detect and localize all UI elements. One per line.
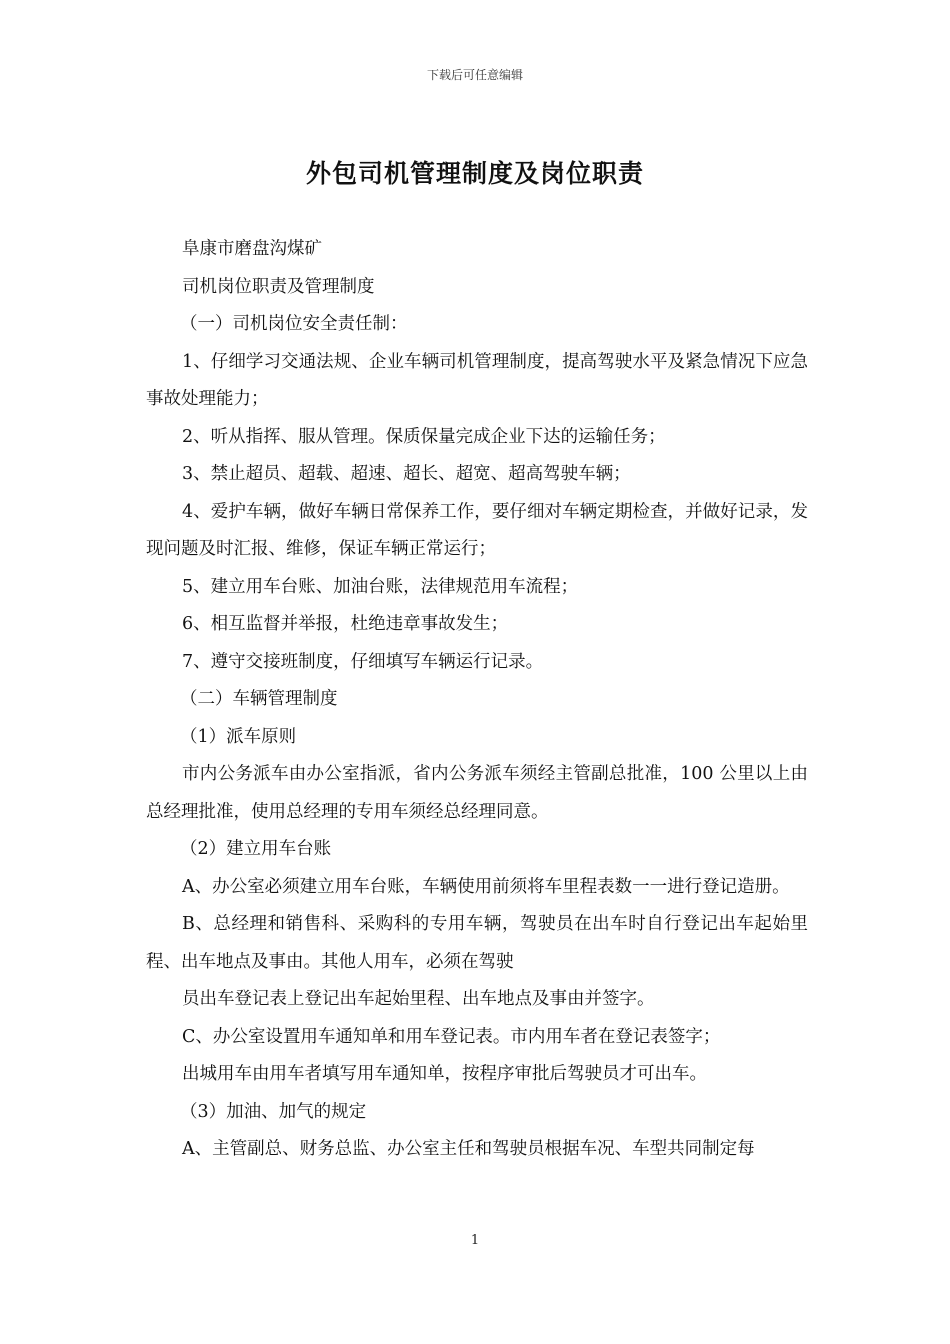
paragraph-ledger-c-cont: 出城用车由用车者填写用车通知单，按程序审批后驾驶员才可出车。 bbox=[182, 1064, 707, 1084]
list-item-7: 7、遵守交接班制度，仔细填写车辆运行记录。 bbox=[182, 651, 544, 672]
paragraph-ledger-b-cont: 员出车登记表上登记出车起始里程、出车地点及事由并签字。 bbox=[182, 989, 655, 1009]
page-number: 1 bbox=[470, 1233, 480, 1248]
list-item-3: 3、禁止超员、超载、超速、超长、超宽、超高驾驶车辆； bbox=[182, 464, 631, 484]
list-item-1: 1、仔细学习交通法规、企业车辆司机管理制度，提高驾驶水平及紧急情况下应急事故处理能力； bbox=[146, 351, 808, 409]
paragraph-ledger-a: A、办公室必须建立用车台账，车辆使用前须将车里程表数一一进行登记造册。 bbox=[182, 876, 790, 897]
heading-vehicle-management: （二）车辆管理制度 bbox=[180, 689, 338, 709]
page-header: 下载后可任意编辑 bbox=[426, 68, 523, 82]
list-item-6: 6、相互监督并举报，杜绝违章事故发生； bbox=[182, 614, 509, 634]
list-item-2: 2、听从指挥、服从管理。保质保量完成企业下达的运输任务； bbox=[182, 426, 666, 447]
document-title: 外包司机管理制度及岗位职责 bbox=[305, 159, 644, 188]
paragraph-section-heading: 司机岗位职责及管理制度 bbox=[182, 276, 375, 297]
list-item-4: 4、爱护车辆，做好车辆日常保养工作，要仔细对车辆定期检查，并做好记录，发现问题及时汇报、维修，保证车辆正常运行； bbox=[146, 501, 808, 559]
paragraph-company-name: 阜康市磨盘沟煤矿 bbox=[182, 239, 322, 259]
subheading-ledger: （2）建立用车台账 bbox=[180, 839, 332, 859]
subheading-dispatch-principle: （1）派车原则 bbox=[180, 726, 297, 747]
paragraph-ledger-b: B、总经理和销售科、采购科的专用车辆，驾驶员在出车时自行登记出车起始里程、出车地点及事由。其他人用车，必须在驾驶 bbox=[146, 914, 808, 972]
heading-safety-responsibility: （一）司机岗位安全责任制： bbox=[180, 314, 408, 334]
paragraph-dispatch: 市内公务派车由办公室指派，省内公务派车须经主管副总批准，100 公里以上由总经理批准，使用总经理的专用车须经总经理同意。 bbox=[146, 764, 808, 822]
document-body bbox=[146, 231, 808, 1169]
paragraph-refuel-a: A、主管副总、财务总监、办公室主任和驾驶员根据车况、车型共同制定每 bbox=[182, 1139, 755, 1159]
paragraph-ledger-c: C、办公室设置用车通知单和用车登记表。市内用车者在登记表签字； bbox=[182, 1026, 721, 1047]
subheading-refuel: （3）加油、加气的规定 bbox=[180, 1101, 367, 1122]
list-item-5: 5、建立用车台账、加油台账，法律规范用车流程； bbox=[182, 576, 579, 597]
